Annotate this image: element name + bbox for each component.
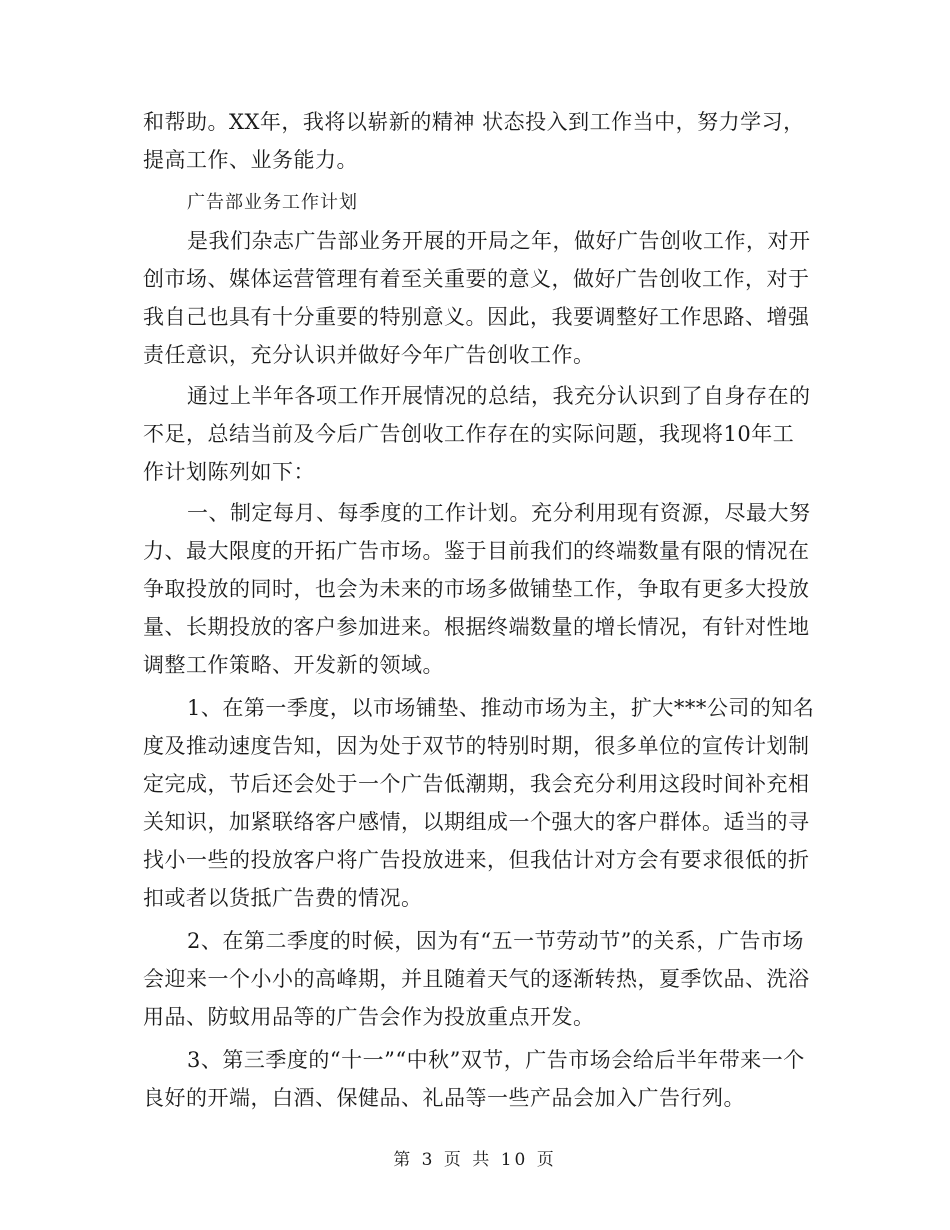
- paragraph-intro: 是我们杂志广告部业务开展的开局之年，做好广告创收工作，对开创市场、媒体运营管理有着至关重要的意义，做好广告创收工作，对于我自己也具有十分重要的特别意义。因此，我要调整好工作思路、增强责任意识，充分认识并做好今年广告创收工作。: [143, 229, 811, 367]
- paragraph-summary: 通过上半年各项工作开展情况的总结，我充分认识到了自身存在的不足，总结当前及今后广告创收工作存在的实际问题，我现将10年工作计划陈列如下：: [143, 384, 811, 484]
- paragraph-plan-1: 一、制定每月、每季度的工作计划。充分利用现有资源，尽最大努力、最大限度的开拓广告市场。鉴于目前我们的终端数量有限的情况在争取投放的同时，也会为未来的市场多做铺垫工作，争取有更多大投放量、长期投放的客户参加进来。根据终端数量的增长情况，有针对性地调整工作策略、开发新的领域。: [143, 501, 811, 677]
- paragraph-q2: 2、在第二季度的时候，因为有“五一节劳动节”的关系，广告市场会迎来一个小小的高峰期，并且随着天气的逐渐转热，夏季饮品、洗浴用品、防蚊用品等的广告会作为投放重点开发。: [143, 929, 810, 1029]
- page-footer: 第 3 页 共 10 页: [393, 1150, 557, 1170]
- document-body: [143, 103, 815, 1117]
- paragraph-q3: 3、第三季度的“十一”“中秋”双节，广告市场会给后半年带来一个良好的开端，白酒、保健品、礼品等一些产品会加入广告行列。: [143, 1048, 805, 1110]
- paragraph-continuation: 和帮助。XX年，我将以崭新的精神 状态投入到工作当中，努力学习，提高工作、业务能力。: [143, 110, 805, 172]
- paragraph-q1: 1、在第一季度，以市场铺垫、推动市场为主，扩大***公司的知名度及推动速度告知，因为处于双节的特别时期，很多单位的宣传计划制定完成，节后还会处于一个广告低潮期，我会充分利用这段时间补充相关知识，加紧联络客户感情，以期组成一个强大的客户群体。适当的寻找小一些的投放客户将广告投放进来，但我估计对方会有要求很低的折扣或者以货抵广告费的情况。: [143, 696, 815, 910]
- section-heading: 广告部业务工作计划: [187, 192, 358, 213]
